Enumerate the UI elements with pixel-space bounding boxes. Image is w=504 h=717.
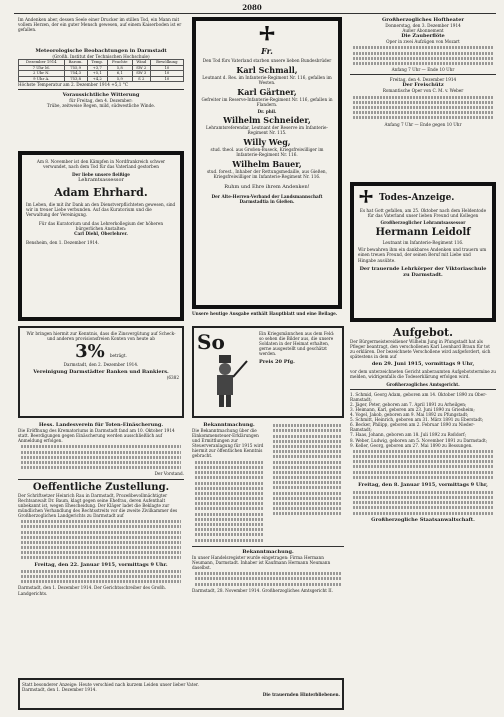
ad-header <box>358 190 488 206</box>
fallen-desc: stud. theol. aus Großen-Buseck, Kriegsfreiwilliger im Infanterie-Regiment Nr. 116. <box>210 146 324 157</box>
list-item: 6. Becker, Philipp, geboren am 2. Februar 1890 zu Nieder-Ramstadt; <box>350 422 475 433</box>
ad-text: Wir bewahren ihm ein dankbares Andenken und trauern um einen treuen Freund, der seinen Beruf mit Liebe und Hingabe ausübte. <box>358 247 487 263</box>
aufgebot-date: den 29. Juni 1915, vormittags 9 Uhr, <box>371 361 475 368</box>
zustellung-date: Freitag, den 22. Januar 1915, vormittags 9 Uhr. <box>34 561 168 568</box>
forecast-title: Voraussichtliche Witterung <box>62 92 140 99</box>
weather-title: Meteorologische Beobachtungen in Darmstadt <box>35 48 167 54</box>
fallen-desc: Lehramtsreferendar, Leutnant der Reserve im Infanterie-Regiment Nr. 115. <box>206 124 328 135</box>
aufgebot-text-2: vor dem unterzeichneten Gericht anberaumten Aufgebotstermine zu melden, widrigenfalls die Todeserklärung erfolgen wird. <box>350 369 496 380</box>
divider <box>350 389 496 390</box>
soldier-illustration-icon <box>197 353 253 409</box>
aufgebot-date-2: Freitag, den 8. Januar 1915, vormittags 9 Uhr, <box>358 481 488 488</box>
so-ad <box>192 326 344 418</box>
bekanntmachung-notices <box>192 422 344 674</box>
fallen-sign: Der Alte-Herren-Verband der Landsmannschaft Darmstadtia in Gießen. <box>211 194 323 205</box>
divider <box>350 74 496 75</box>
forecast-date: für Freitag, den 4. Dezember: <box>69 98 133 104</box>
fallen-heading: Den Tod fürs Vaterland starben unsere lieben Bundesbrüder <box>202 58 332 63</box>
list-item: 1. Schmid, Georg Adam, geboren am 14. Oktober 1890 zu Ober-Ramstadt; <box>350 391 487 402</box>
weather-subtitle: (Großh. Institut der Technischen Hochschule) <box>52 54 150 59</box>
zustellung-footer: Darmstadt, den 1. Dezember 1914. Der Gerichtsschreiber des Großh. Landgerichts. <box>18 585 167 596</box>
table-row: 2 Uhr N. 754,3 +5,1 6,1 SW 3 10 <box>19 71 184 77</box>
death-text: Im Leben, die mit ihr Dank an den Dienstverpflichteten gewesen, sind wir in treuer Liebe verbunden. Auf das Kuratorium und die Verwaltung der Vereinigung. <box>26 202 176 218</box>
bekanntmachung-heading-1: Bekanntmachung. <box>203 422 255 428</box>
death-role: Lehramtsassessor <box>78 177 124 184</box>
so-ad-right <box>259 331 339 413</box>
theater-line: Donnerstag, den 3. Dezember 1914 <box>385 23 461 28</box>
edition-footnote-text: Unsere heutige Ausgabe enthält Hauptblatt und eine Beilage. <box>192 311 338 316</box>
ad-intro: Es hat Gott gefallen, am 25. Oktober nach dem Heldentode für das Vaterland unser lieben Freund und Kollegen <box>359 208 487 219</box>
theater-program <box>350 17 496 175</box>
page-number: 2080 <box>242 3 262 12</box>
zustellung-body: Der Schriftsetzer Heinrich Rau in Darmstadt, Prozeßbevollmächtigter Rechtsanwalt Dr. Baum, klagt gegen seine Ehefrau, deren Aufenthalt unbekannt ist, wegen Ehescheidung. Der Kläger ladet die Beklagte zur mündlichen Verhandlung des Rechtsstreits vor die zweite Zivilkammer des Großherzoglichen Landgerichts zu Darmstadt auf <box>18 492 178 518</box>
aufgebot-list <box>350 392 496 448</box>
death-name: Adam Ehrhard. <box>54 186 148 200</box>
monogram: Fr. <box>261 46 273 56</box>
theater-title: Großherzogliches Hoftheater <box>381 17 465 23</box>
theater-line: Die Zauberflöte <box>401 33 445 40</box>
bottom-text-1: Statt besonderer Anzeige: Heute verschied nach kurzem Leiden unser lieber Vater. <box>22 682 199 687</box>
bottom-text-2: Darmstadt, den 1. Dezember 1914. <box>22 687 97 693</box>
ad-sign: Der trauernde Lehrkörper der Viktoriaschule zu Darmstadt. <box>359 265 487 278</box>
divider <box>192 546 344 547</box>
fallen-prefix: Dr. phil. <box>257 109 277 115</box>
death-sign: Carl Diehl, Oberlehrer. <box>74 230 128 236</box>
theater-line: Anfang 7 Uhr — Ende 10 Uhr <box>391 67 455 73</box>
weather-footnote: Höchste Temperatur am 2. Dezember 1914 +5,1 °C <box>18 82 129 88</box>
table-row: 9 Uhr A. 753,8 +4,2 5,9 S 2 10 <box>19 76 184 82</box>
bekanntmachung-col-right <box>270 422 344 544</box>
rate-suffix: beträgt. <box>109 353 127 359</box>
list-item: 5. Schmitt, Heinrich, geboren am 31. März 1891 zu Eberstadt; <box>350 417 484 423</box>
death-intro: Am 8. November ist den Kämpfen in Nordfrankreich schwer verwundet, nach dem Tod für das Vaterland gestorben <box>36 159 166 170</box>
bekanntmachung-sign: Darmstadt, 28. November 1914. Großherzogliches Amtsgericht II. <box>192 587 333 593</box>
hess-sign: Der Vorstand. <box>154 471 184 477</box>
edition-footnote <box>192 311 344 321</box>
list-item: 3. Heimann, Karl, geboren am 23. Juni 1890 zu Griesheim; <box>350 406 475 412</box>
bottom-sign: Die trauernden Hinterbliebenen. <box>262 692 340 698</box>
bottom-notices <box>18 678 344 710</box>
aufgebot-notice <box>350 326 496 710</box>
list-item: 7. Haas, Johann, geboren am 18. Juli 1892 zu Roßdorf; <box>350 432 467 438</box>
fallen-list <box>199 65 335 179</box>
list-item: 4. Vogel, Jakob, geboren am 9. Mai 1892 zu Pfungstadt; <box>350 412 469 418</box>
bank-name: Vereinigung Darmstädter Banken und Bankiers. <box>33 369 169 376</box>
bank-intro: Wir bringen hiermit zur Kenntnis, dass die Zinsvergütung auf Scheck- und anderen provisionsfreien Konten von heute ab <box>26 331 176 342</box>
weather-block <box>18 48 184 148</box>
intro-notice <box>18 17 184 47</box>
bank-place: Darmstadt, den 2. Dezember 1914. <box>63 362 139 368</box>
hess-notices <box>18 422 184 674</box>
weather-header-row: Dezember 1914 Barom. Temp. Feuchte Wind Bewölkung <box>19 60 184 66</box>
header-rule <box>14 13 496 14</box>
divider <box>18 89 184 90</box>
list-item: 2. Jäger, Peter, geboren am 7. April 1891 zu Arheilgen; <box>350 401 467 407</box>
iron-cross-icon <box>358 190 374 206</box>
bekanntmachung-body-2: In unser Handelsregister wurde eingetragen: Firma Hermann Neumann, Darmstadt. Inhaber ist Kaufmann Hermann Neumann daselbst. <box>192 554 331 570</box>
bekanntmachung-layout <box>192 422 344 544</box>
divider <box>18 479 184 480</box>
theater-line: Romantische Oper von C. M. v. Weber <box>382 88 464 94</box>
iron-cross-icon <box>258 26 276 44</box>
hess-heading: Hess. Landesverein für Toten-Einäscherung. <box>38 422 164 428</box>
death-place: Bensheim, den 1. Dezember 1914. <box>26 239 100 245</box>
aufgebot-sign: Großherzogliche Staatsanwaltschaft. <box>371 516 475 523</box>
weather-table <box>18 59 184 82</box>
bekanntmachung-body-1: Die Bekanntmachung über die Einkommensteuer-Erklärungen und Ermittlungen zur Steuerveranlagung für 1915 wird hiermit zur öffentlichen Kenntnis gebracht. <box>192 428 264 459</box>
aufgebot-heading: Aufgebot. <box>393 326 453 339</box>
so-text: Ein Kriegsmännchen aus dem Feld: so sehen die Bilder aus, die unsere Soldaten in der Heimat erhalten, gerne ausgestellt und geschätzt werden. <box>259 331 335 357</box>
bank-code: (6382 <box>166 375 179 381</box>
intro-text: Im Andenken aber, dessen Seele einer Drucker im stillen Tod, ein Mann mit vollem Herzen, der ein guter Mensch gewesen, auf einem Kaiserboden ist er gefallen. <box>18 17 182 33</box>
theater-line: Der Freischütz <box>402 82 444 89</box>
fallen-desc: Leutnant d. Res. im Infanterie-Regiment Nr. 116, gefallen im Westen. <box>202 75 332 86</box>
so-title: So <box>197 330 225 354</box>
list-item: 9. Keller, Georg, geboren am 27. Mai 1890 zu Bessungen. <box>350 442 473 448</box>
fallen-closing: Ruhm und Ehre ihrem Andenken! <box>224 184 310 191</box>
aufgebot-list-head: Großherzogliches Amtsgericht. <box>386 381 460 387</box>
interest-rate: 3% <box>75 341 105 363</box>
fallen-name: Wilhelm Schneider, <box>223 114 311 125</box>
death-notice-leidolf <box>350 182 496 322</box>
theater-line: Oper in zwei Aufzügen von Mozart <box>386 39 460 45</box>
fallen-name: Karl Gärtner, <box>237 87 297 98</box>
bekanntmachung-heading-2: Bekanntmachung. <box>242 548 294 555</box>
fallen-name: Willy Weg, <box>243 136 291 147</box>
bekanntmachung-col-left <box>192 422 266 544</box>
so-ad-layout <box>197 331 339 413</box>
list-item: 8. Weber, Ludwig, geboren am 5. November 1891 zu Darmstadt; <box>350 437 488 443</box>
fallen-name: Wilhelm Bauer, <box>232 158 302 169</box>
ad-role: Großherzoglicher Lehramtsassessor <box>380 220 466 226</box>
bank-ad <box>18 326 184 418</box>
death-notice-ehrhard <box>18 151 184 321</box>
table-row: 7 Uhr M. 755,9 +3,7 5,8 SW 2 10 <box>19 65 184 71</box>
fallen-desc: stud. forest., Inhaber der Rettungsmedaille, aus Gießen, Kriegsfreiwilliger im Infanterie-Regiment Nr. 116. <box>207 168 327 180</box>
so-ad-left <box>197 331 255 413</box>
theater-line: Anfang 7 Uhr — Ende gegen 10 Uhr <box>384 121 462 127</box>
fallen-brothers-notice <box>192 17 342 309</box>
hess-text: Die Eröffnung des Krematoriums in Darmstadt fand am 10. Oktober 1914 statt. Beerdigungen gegen Einäscherung werden ausschließlich auf Anmeldung erfolgen. <box>18 428 175 444</box>
fallen-desc: Gefreiter im Reserve-Infanterie-Regiment Nr. 116, gefallen in Flandern. <box>201 97 333 108</box>
theater-line: Freitag, den 4. Dezember 1914 <box>389 77 457 83</box>
ad-name: Hermann Leidolf <box>375 227 471 239</box>
death-closing: Für das Kuratorium und das Lehrerkollegium der höheren bürgerlichen Anstalten: <box>38 220 164 231</box>
fallen-name: Karl Schmall, <box>236 65 298 76</box>
zustellung-heading: Oeffentliche Zustellung. <box>32 481 170 493</box>
death-prefix: Der liebe unsere fleißige <box>72 172 130 178</box>
forecast-text: Trübe, zeitweise Regen, mild, südwestliche Winde. <box>46 103 156 109</box>
aufgebot-text: Der Bürgermeistereidiener Wilhelm Jung in Pfungstadt hat als Pfleger beantragt, den verschollenen Karl Leonhard Braun für tot zu erklären. Der bezeichnete Verschollene wird aufgefordert, sich spätestens in dem auf <box>350 339 491 360</box>
rate-line <box>23 341 179 362</box>
ad-heading: Todes-Anzeige. <box>379 193 455 203</box>
ad-desc: Leutnant im Infanterie-Regiment 116. <box>382 240 464 246</box>
theater-line: Außer Abonnement <box>402 28 444 34</box>
so-price: Preis 20 Pfg. <box>259 359 295 366</box>
